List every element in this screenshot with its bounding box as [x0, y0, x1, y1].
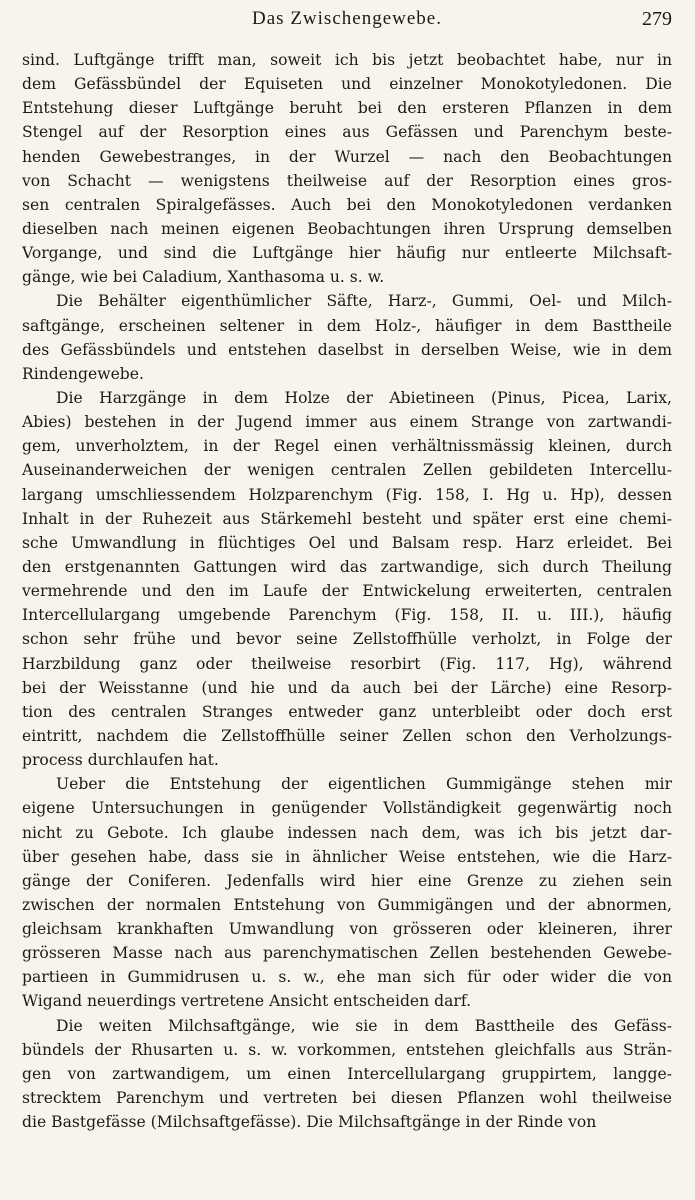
text-line: sche Umwandlung in flüchtiges Oel und Balsam resp. Harz erleidet. Bei — [22, 533, 672, 552]
text-line: gänge, wie bei Caladium, Xanthasoma u. s. w. — [22, 268, 385, 287]
text-line: gleichsam krankhaften Umwandlung von grösseren oder kleineren, ihrer — [22, 920, 672, 939]
text-line: Wigand neuerdings vertretene Ansicht entscheiden darf. — [22, 992, 472, 1011]
text-line: Die weiten Milchsaftgänge, wie sie in dem Basttheile des Gefäss- — [56, 1016, 672, 1035]
text-line: des Gefässbündels und entstehen daselbst in derselben Weise, wie in dem — [22, 340, 672, 359]
text-line: dieselben nach meinen eigenen Beobachtungen ihren Ursprung demselben — [22, 219, 672, 238]
text-line: eigene Untersuchungen in genügender Vollständigkeit gegenwärtig noch — [22, 799, 672, 818]
text-line: Vorgange, und sind die Luftgänge hier häufig nur entleerte Milchsaft- — [22, 244, 672, 263]
text-line: partieen in Gummidrusen u. s. w., ehe man sich für oder wider die von — [22, 968, 672, 987]
text-line: eintritt, nachdem die Zellstoffhülle seiner Zellen schon den Verholzungs- — [22, 726, 672, 745]
text-line: die Bastgefässe (Milchsaftgefässe). Die Milchsaftgänge in der Rinde von — [22, 1113, 597, 1132]
text-line: tion des centralen Stranges entweder ganz unterbleibt oder doch erst — [22, 702, 672, 721]
paragraph — [22, 1014, 672, 1135]
text-line: Die Harzgänge in dem Holze der Abietineen (Pinus, Picea, Larix, — [56, 388, 672, 407]
text-line: gänge der Coniferen. Jedenfalls wird hier eine Grenze zu ziehen sein — [22, 871, 672, 890]
text-line: Harzbildung ganz oder theilweise resorbirt (Fig. 117, Hg), während — [22, 654, 672, 673]
text-line: gen von zartwandigem, um einen Intercellulargang gruppirtem, langge- — [22, 1064, 672, 1083]
text-line: Intercellulargang umgebende Parenchym (Fig. 158, II. u. III.), häufig — [22, 606, 672, 625]
text-line: sind. Luftgänge trifft man, soweit ich bis jetzt beobachtet habe, nur in — [22, 51, 672, 69]
page-header — [22, 8, 672, 38]
text-line: Entstehung dieser Luftgänge beruht bei den ersteren Pflanzen in dem — [22, 99, 672, 118]
text-line: den erstgenannten Gattungen wird das zartwandige, sich durch Theilung — [22, 557, 672, 576]
text-line: henden Gewebestranges, in der Wurzel — nach den Beobachtungen — [22, 147, 672, 166]
paragraph — [22, 386, 672, 772]
text-line: bündels der Rhusarten u. s. w. vorkommen, entstehen gleichfalls aus Strän- — [22, 1040, 672, 1059]
text-line: bei der Weisstanne (und hie und da auch bei der Lärche) eine Resorp- — [22, 678, 672, 697]
text-line: saftgänge, erscheinen seltener in dem Holz-, häufiger in dem Basttheile — [22, 316, 672, 335]
text-line: Abies) bestehen in der Jugend immer aus einem Strange von zartwandi- — [22, 413, 672, 432]
page-number: 279 — [642, 8, 672, 30]
text-line: vermehrende und den im Laufe der Entwickelung erweiterten, centralen — [22, 582, 672, 601]
text-line: Die Behälter eigenthümlicher Säfte, Harz-, Gummi, Oel- und Milch- — [56, 292, 672, 311]
text-line: Ueber die Entstehung der eigentlichen Gummigänge stehen mir — [56, 775, 672, 794]
body-text — [22, 48, 672, 1134]
text-line: strecktem Parenchym und vertreten bei diesen Pflanzen wohl theilweise — [22, 1089, 672, 1108]
text-line: Inhalt in der Ruhezeit aus Stärkemehl besteht und später erst eine chemi- — [22, 509, 672, 528]
text-line: grösseren Masse nach aus parenchymatischen Zellen bestehenden Gewebe- — [22, 944, 672, 963]
text-line: über gesehen habe, dass sie in ähnlicher Weise entstehen, wie die Harz- — [22, 847, 672, 866]
text-line: zwischen der normalen Entstehung von Gummigängen und der abnormen, — [22, 895, 672, 914]
text-line: nicht zu Gebote. Ich glaube indessen nach dem, was ich bis jetzt dar- — [22, 823, 672, 842]
text-line: Rindengewebe. — [22, 364, 144, 383]
text-line: Stengel auf der Resorption eines aus Gefässen und Parenchym beste- — [22, 123, 672, 142]
running-title: Das Zwischengewebe. — [252, 8, 442, 29]
text-line: dem Gefässbündel der Equiseten und einzelner Monokotyledonen. Die — [22, 75, 672, 94]
paragraph — [22, 772, 672, 1013]
text-line: Auseinanderweichen der wenigen centralen Zellen gebildeten Intercellu- — [22, 461, 672, 480]
text-line: process durchlaufen hat. — [22, 751, 219, 770]
text-line: largang umschliessendem Holzparenchym (Fig. 158, I. Hg u. Hp), dessen — [22, 485, 672, 504]
text-line: gem, unverholztem, in der Regel einen verhältnissmässig kleinen, durch — [22, 437, 672, 456]
text-line: von Schacht — wenigstens theilweise auf der Resorption eines gros- — [22, 171, 672, 190]
paragraph — [22, 48, 672, 289]
paragraph — [22, 289, 672, 386]
text-line: schon sehr frühe und bevor seine Zellstoffhülle verholzt, in Folge der — [22, 630, 672, 649]
text-line: sen centralen Spiralgefässes. Auch bei den Monokotyledonen verdanken — [22, 195, 672, 214]
